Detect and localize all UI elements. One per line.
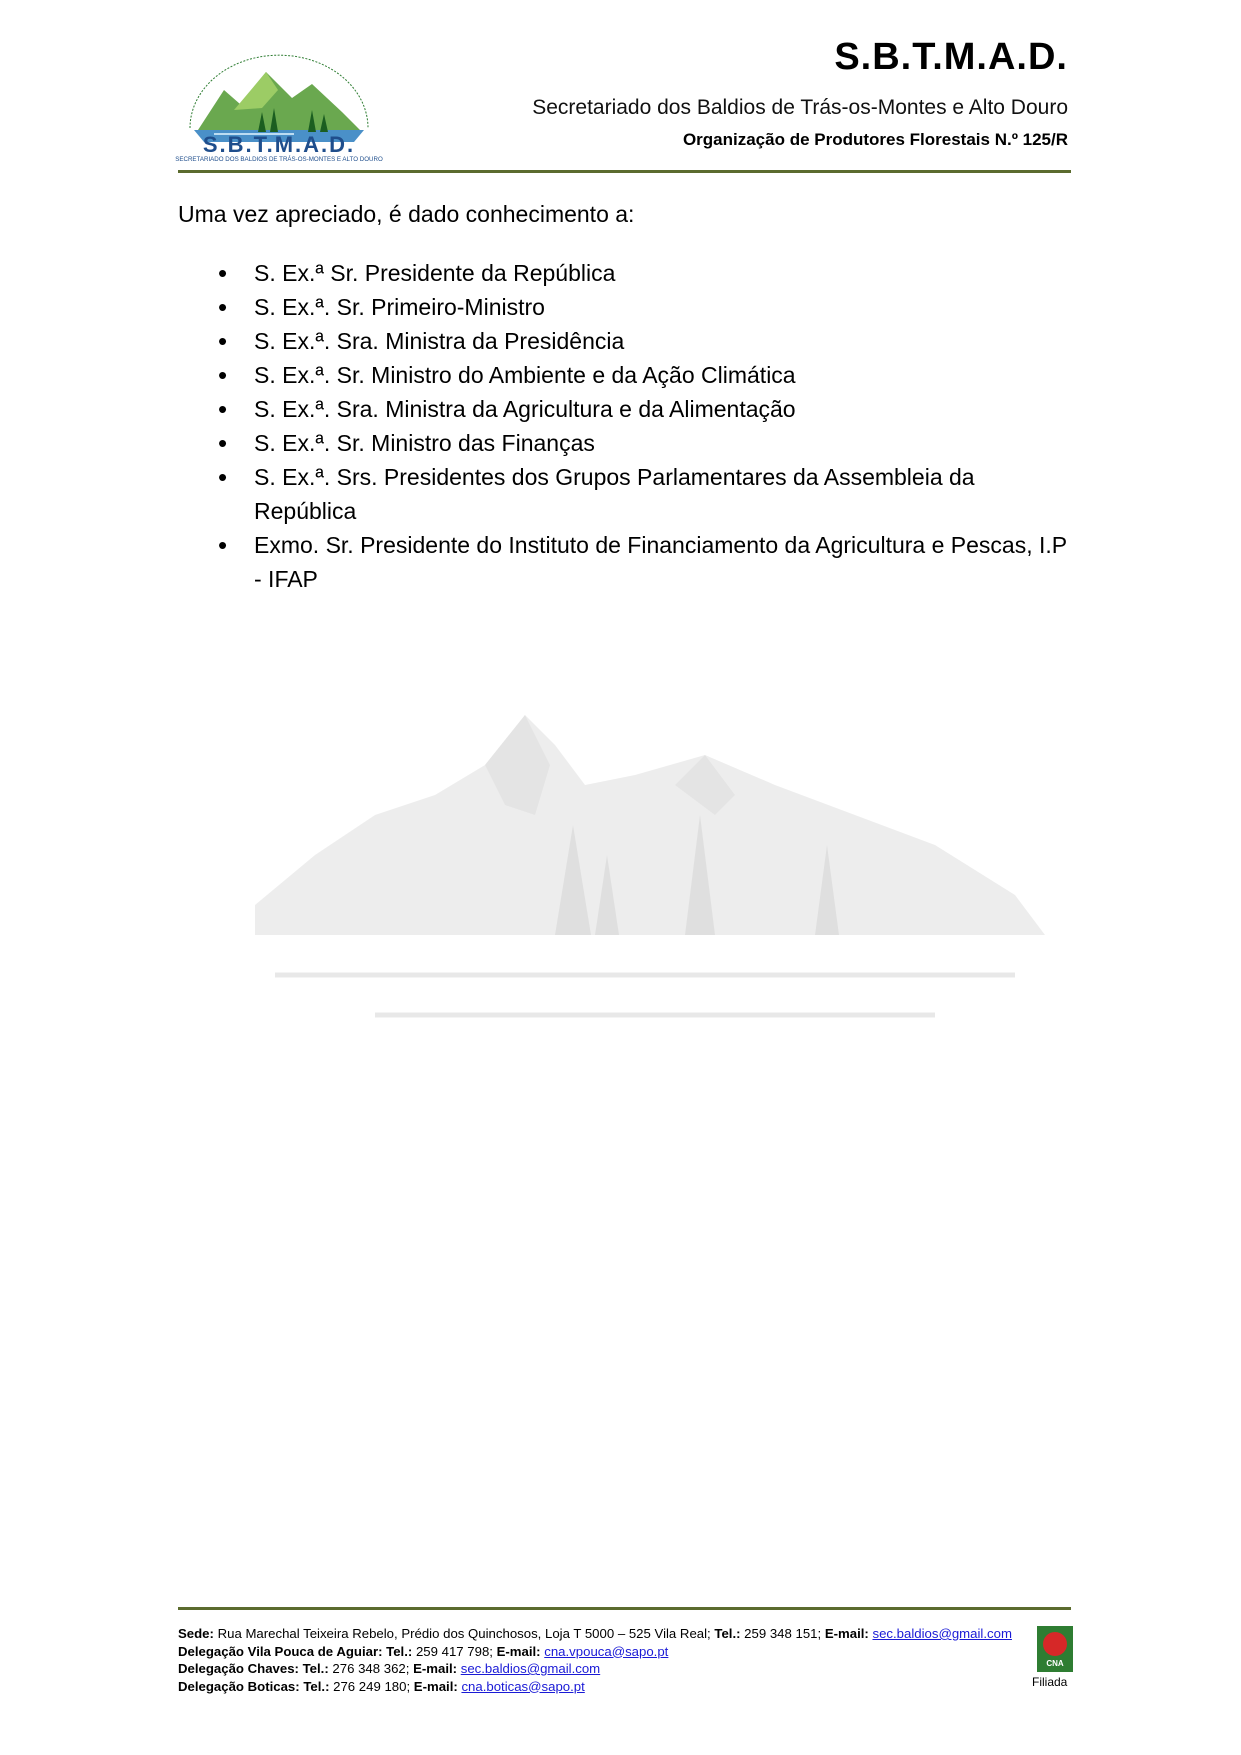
footer-vpa-line [178,1643,1028,1661]
recipient-list [178,256,1071,596]
chaves-label: Delegação Chaves: Tel.: [178,1661,329,1676]
sede-email-link[interactable]: sec.baldios@gmail.com [872,1626,1012,1641]
vpa-label: Delegação Vila Pouca de Aguiar: Tel.: [178,1643,413,1659]
chaves-email-link[interactable]: sec.baldios@gmail.com [460,1661,601,1676]
footer-sede-line [178,1625,1028,1643]
sede-label: Sede: [178,1626,214,1641]
list-item: • Exmo. Sr. Presidente do Instituto de Financiamento da Agricultura e Pescas, I.P - IFAP [178,528,1071,596]
chaves-email-label: E-mail: [413,1661,458,1676]
boticas-email-link[interactable]: cna.boticas@sapo.pt [461,1678,585,1694]
sede-tel-label: Tel.: [714,1626,741,1641]
chaves-tel: 276 348 362; [328,1661,414,1676]
vpa-tel: 259 417 798; [412,1643,497,1659]
list-item: • S. Ex.ª. Sra. Ministra da Agricultura e da Alimentação [178,392,1071,426]
cna-logo [1037,1626,1073,1672]
footer-boticas-line [178,1678,1028,1696]
list-item: • S. Ex.ª. Sr. Primeiro-Ministro [178,290,1071,324]
list-item: • S. Ex.ª Sr. Presidente da República [178,256,1071,290]
footer-contacts [178,1625,1028,1695]
organization-full-name: Secretariado dos Baldios de Trás-os-Montes e Alto Douro [532,96,1068,119]
vpa-email-label: E-mail: [496,1643,541,1659]
sede-tel: 259 348 151; [740,1626,825,1641]
footer-chaves-line [178,1660,1028,1678]
header-divider [178,170,1071,173]
organization-registration: Organização de Produtores Florestais N.º 125/R [682,130,1068,149]
boticas-label: Delegação Boticas: Tel.: [178,1678,330,1694]
vpa-email-link[interactable]: cna.vpouca@sapo.pt [544,1643,669,1659]
list-item: • S. Ex.ª. Sr. Ministro do Ambiente e da Ação Climática [178,358,1071,392]
list-item: • S. Ex.ª. Sr. Ministro das Finanças [178,426,1071,460]
sede-address: Rua Marechal Teixeira Rebelo, Prédio dos Quinchosos, Loja T 5000 – 525 Vila Real; [213,1626,715,1641]
boticas-email-label: E-mail: [413,1678,458,1694]
logo-graphic [174,50,384,162]
organization-acronym: S.B.T.M.A.D. [834,36,1068,78]
cna-logo-text: CNA [1046,1659,1064,1668]
affiliate-label: Filiada [1032,1675,1068,1689]
list-item: • S. Ex.ª. Sra. Ministra da Presidência [178,324,1071,358]
boticas-tel: 276 249 180; [329,1678,414,1694]
list-item: • S. Ex.ª. Srs. Presidentes dos Grupos Parlamentares da Assembleia da República [178,460,1071,528]
intro-text: Uma vez apreciado, é dado conhecimento a: [178,201,635,227]
organization-logo [174,50,384,162]
logo-subtitle: SECRETARIADO DOS BALDIOS DE TRÁS-OS-MONTES E ALTO DOURO [175,156,383,162]
sede-email-label: E-mail: [824,1626,869,1641]
logo-title: S.B.T.M.A.D. [202,132,356,157]
mountain-watermark-image [255,705,1045,1050]
footer-divider [178,1607,1071,1610]
